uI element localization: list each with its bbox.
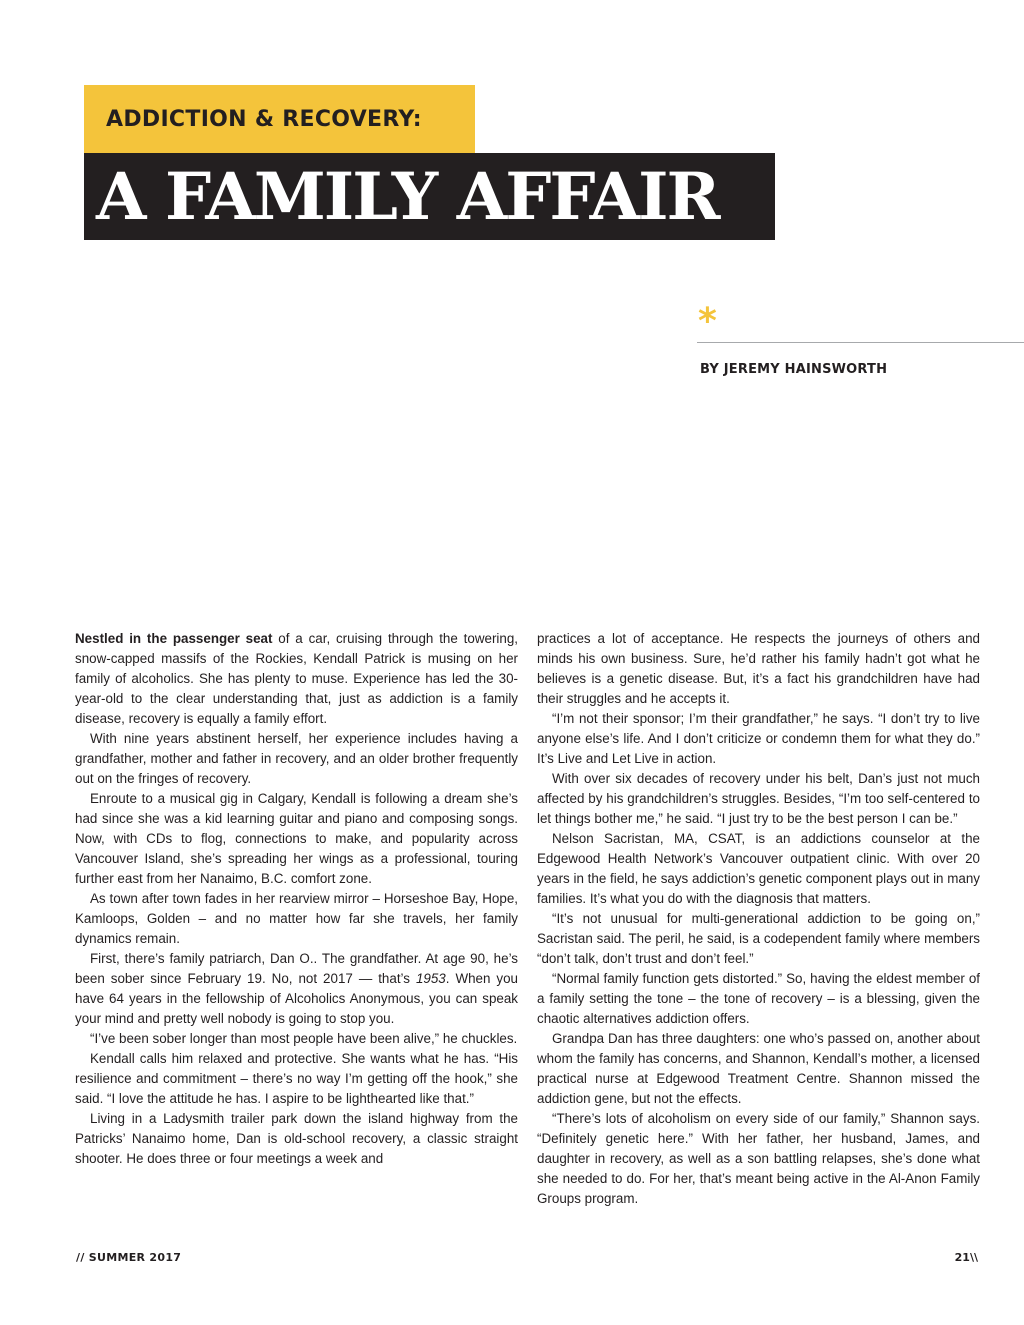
byline: BY JEREMY HAINSWORTH: [700, 362, 888, 377]
paragraph: practices a lot of acceptance. He respects the journeys of others and minds his own business. Sure, he’d rather his family hadn’t got what he believes is a genetic disease. But, it’s a fact his grandchildren have had their struggles and he accepts it.: [537, 631, 980, 706]
page-number: 21\\: [954, 1251, 978, 1264]
paragraph: “There’s lots of alcoholism on every side of our family,” Shannon says. “Definitely genetic here.” With her father, her husband, James, and daughter in recovery, as well as a son battling relapses, she’s done what she needed to do. For her, that’s meant being active in the Al-Anon Family Groups program.: [537, 1111, 980, 1206]
paragraph: With over six decades of recovery under his belt, Dan’s just not much affected by his grandchildren’s struggles. Besides, “I’m too self-centered to let things bother me,” he said. “I just try to be the best person I can be.”: [537, 771, 980, 826]
article-column-right: [537, 629, 980, 1209]
article-column-left: [75, 629, 518, 1169]
paragraph: Grandpa Dan has three daughters: one who’s passed on, another about whom the family has concerns, and Shannon, Kendall’s mother, a licensed practical nurse at Edgewood Treatment Centre. Shannon missed the addiction gene, but not the effects.: [537, 1031, 980, 1106]
paragraph: “Normal family function gets distorted.” So, having the eldest member of a family setting the tone – the tone of recovery – is a blessing, given the chaotic alternatives addiction offers.: [537, 971, 980, 1026]
paragraph-text: First, there’s family patriarch, Dan O.. The grandfather. At age 90, he’s been sober since February 19. No, not 2017 — that’s: [75, 951, 518, 986]
kicker-text: ADDICTION & RECOVERY:: [106, 107, 422, 132]
paragraph: As town after town fades in her rearview mirror – Horseshoe Bay, Hope, Kamloops, Golden – and no matter how far she travels, her family dynamics remain.: [75, 891, 518, 946]
lead-in: Nestled in the passenger seat: [75, 631, 273, 646]
paragraph: Kendall calls him relaxed and protective. She wants what he has. “His resilience and commitment – there’s no way I’m getting off the hook,” she said. “I love the attitude he has. I aspire to be lighthearted like that.”: [75, 1051, 518, 1106]
asterisk-ornament-icon: *: [698, 301, 717, 342]
paragraph: Enroute to a musical gig in Calgary, Kendall is following a dream she’s had since she was a kid learning guitar and piano and composing songs. Now, with CDs to flog, connections to make, and popularity across Vancouver Island, she’s spreading her wings as a professional, touring further east from her Nanaimo, B.C. comfort zone.: [75, 791, 518, 886]
issue-footer: // SUMMER 2017: [76, 1251, 182, 1264]
headline: A FAMILY AFFAIR: [96, 159, 719, 235]
paragraph: [75, 949, 518, 1029]
byline-divider: [697, 342, 1024, 343]
paragraph: “I’ve been sober longer than most people have been alive,” he chuckles.: [90, 1031, 518, 1046]
paragraph: Nelson Sacristan, MA, CSAT, is an addictions counselor at the Edgewood Health Network’s Vancouver outpatient clinic. With over 20 years in the field, he says addiction’s genetic component plays out in many families. It’s what you do with the diagnosis that matters.: [537, 831, 980, 906]
paragraph: “It’s not unusual for multi-generational addiction to be going on,” Sacristan said. The peril, he said, is a codependent family where members “don’t talk, don’t trust and don’t feel.”: [537, 911, 980, 966]
paragraph-text: . When you have 64 years in the fellowship of Alcoholics Anonymous, you can speak your mind and pretty well nobody is going to stop you.: [75, 971, 519, 1026]
kicker-banner: [84, 85, 475, 153]
paragraph: Living in a Ladysmith trailer park down the island highway from the Patricks’ Nanaimo home, Dan is old-school recovery, a classic straight shooter. He does three or four meetings a week and: [75, 1111, 518, 1166]
paragraph: [75, 629, 518, 729]
paragraph: “I’m not their sponsor; I’m their grandfather,” he says. “I don’t try to live anyone else’s life. And I don’t criticize or condemn them for what they do.” It’s Live and Let Live in action.: [537, 711, 980, 766]
paragraph-text: of a car, cruising through the towering, snow-capped massifs of the Rockies, Kendall Patrick is musing on her family of alcoholics. She has plenty to muse. Experience has led the 30-year-old to the clear understanding that, just as addiction is a family disease, recovery is equally a family effort.: [75, 631, 518, 726]
emphasis-year: 1953: [415, 971, 446, 986]
paragraph: With nine years abstinent herself, her experience includes having a grandfather, mother and father in recovery, and an older brother frequently out on the fringes of recovery.: [75, 731, 518, 786]
headline-banner: [84, 153, 775, 240]
